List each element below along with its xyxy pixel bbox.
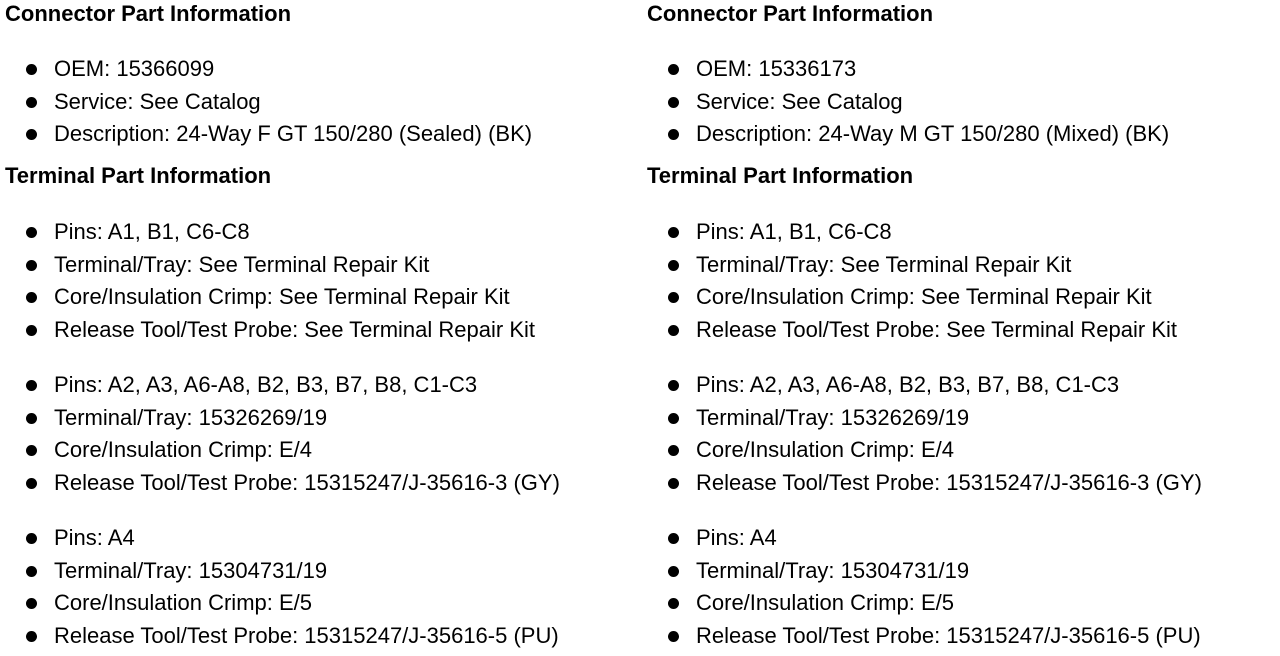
list-item <box>5 522 559 555</box>
item-text: Pins: A2, A3, A6-A8, B2, B3, B7, B8, C1-C3 <box>54 372 478 397</box>
terminal-group <box>5 216 535 346</box>
bullet-icon <box>26 631 37 642</box>
list-item <box>647 555 1201 588</box>
item-text: Release Tool/Test Probe: 15315247/J-35616-3 (GY) <box>54 469 560 495</box>
list-item <box>5 620 559 653</box>
list-item <box>647 118 1169 151</box>
list-item <box>647 86 1169 119</box>
terminal-group <box>5 369 560 499</box>
list-item <box>5 216 535 249</box>
terminal-group <box>647 522 1201 652</box>
bullet-icon <box>668 292 679 303</box>
bullet-icon <box>668 227 679 238</box>
item-text: Terminal/Tray: See Terminal Repair Kit <box>54 251 430 277</box>
bullet-icon <box>668 445 679 456</box>
bullet-icon <box>26 64 37 75</box>
list-item <box>647 216 1177 249</box>
bullet-icon <box>26 598 37 609</box>
bullet-icon <box>668 380 679 391</box>
bullet-icon <box>26 325 37 336</box>
list-item <box>647 402 1202 435</box>
item-text: Core/Insulation Crimp: E/5 <box>54 590 312 615</box>
item-text: Terminal/Tray: 15326269/19 <box>54 404 328 430</box>
bullet-icon <box>668 260 679 271</box>
item-text: Description: 24-Way M GT 150/280 (Mixed) (BK) <box>696 121 1170 146</box>
bullet-icon <box>668 413 679 424</box>
list-item <box>647 620 1201 653</box>
list-item <box>5 587 559 620</box>
bullet-icon <box>26 533 37 544</box>
list-item <box>5 369 560 402</box>
item-text: Release Tool/Test Probe: See Terminal Repair Kit <box>54 316 535 342</box>
item-text: Terminal/Tray: 15326269/19 <box>696 404 970 430</box>
bullet-icon <box>26 413 37 424</box>
bullet-icon <box>26 129 37 140</box>
bullet-icon <box>668 129 679 140</box>
item-text: Pins: A4 <box>696 525 777 550</box>
bullet-icon <box>668 478 679 489</box>
list-item <box>647 369 1202 402</box>
item-text: Release Tool/Test Probe: See Terminal Repair Kit <box>696 316 1177 342</box>
bullet-icon <box>26 445 37 456</box>
bullet-icon <box>26 566 37 577</box>
item-text: Core/Insulation Crimp: See Terminal Repair Kit <box>696 284 1152 309</box>
list-item <box>647 314 1177 347</box>
connector-heading: Connector Part Information <box>647 1 934 26</box>
item-text: Pins: A4 <box>54 525 135 550</box>
bullet-icon <box>668 533 679 544</box>
bullet-icon <box>26 292 37 303</box>
item-text: Description: 24-Way F GT 150/280 (Sealed) (BK) <box>54 121 533 146</box>
bullet-icon <box>668 64 679 75</box>
terminal-heading: Terminal Part Information <box>647 163 914 188</box>
list-item <box>5 402 560 435</box>
list-item <box>5 249 535 282</box>
list-item <box>647 53 1169 86</box>
item-text: Core/Insulation Crimp: E/5 <box>696 590 954 615</box>
list-item <box>5 434 560 467</box>
bullet-icon <box>668 598 679 609</box>
item-text: Pins: A2, A3, A6-A8, B2, B3, B7, B8, C1-C3 <box>696 372 1120 397</box>
item-text: Release Tool/Test Probe: 15315247/J-35616-5 (PU) <box>54 622 559 648</box>
item-text: Release Tool/Test Probe: 15315247/J-35616-5 (PU) <box>696 622 1201 648</box>
list-item <box>5 86 532 119</box>
bullet-icon <box>668 566 679 577</box>
list-item <box>647 281 1177 314</box>
item-text: Core/Insulation Crimp: E/4 <box>54 437 312 462</box>
item-text: OEM: 15336173 <box>696 56 857 81</box>
list-item <box>5 281 535 314</box>
connector-info-list <box>647 53 1169 151</box>
item-text: Terminal/Tray: 15304731/19 <box>54 557 328 583</box>
bullet-icon <box>26 260 37 271</box>
bullet-icon <box>668 325 679 336</box>
bullet-icon <box>26 227 37 238</box>
terminal-group <box>647 369 1202 499</box>
item-text: Service: See Catalog <box>54 88 261 114</box>
list-item <box>5 53 532 86</box>
item-text: Pins: A1, B1, C6-C8 <box>696 219 892 244</box>
terminal-group <box>647 216 1177 346</box>
list-item <box>5 314 535 347</box>
list-item <box>5 467 560 500</box>
terminal-group <box>5 522 559 652</box>
bullet-icon <box>668 97 679 108</box>
bullet-icon <box>26 380 37 391</box>
list-item <box>647 467 1202 500</box>
bullet-icon <box>668 631 679 642</box>
item-text: Core/Insulation Crimp: See Terminal Repair Kit <box>54 284 510 309</box>
list-item <box>647 434 1202 467</box>
terminal-heading: Terminal Part Information <box>5 163 272 188</box>
bullet-icon <box>26 97 37 108</box>
item-text: Core/Insulation Crimp: E/4 <box>696 437 954 462</box>
item-text: Terminal/Tray: See Terminal Repair Kit <box>696 251 1072 277</box>
item-text: Terminal/Tray: 15304731/19 <box>696 557 970 583</box>
item-text: Service: See Catalog <box>696 88 903 114</box>
item-text: OEM: 15366099 <box>54 56 215 81</box>
list-item <box>5 118 532 151</box>
connector-info-list <box>5 53 532 151</box>
connector-heading: Connector Part Information <box>5 1 292 26</box>
item-text: Release Tool/Test Probe: 15315247/J-35616-3 (GY) <box>696 469 1202 495</box>
bullet-icon <box>26 478 37 489</box>
list-item <box>5 555 559 588</box>
list-item <box>647 587 1201 620</box>
list-item <box>647 522 1201 555</box>
list-item <box>647 249 1177 282</box>
item-text: Pins: A1, B1, C6-C8 <box>54 219 250 244</box>
